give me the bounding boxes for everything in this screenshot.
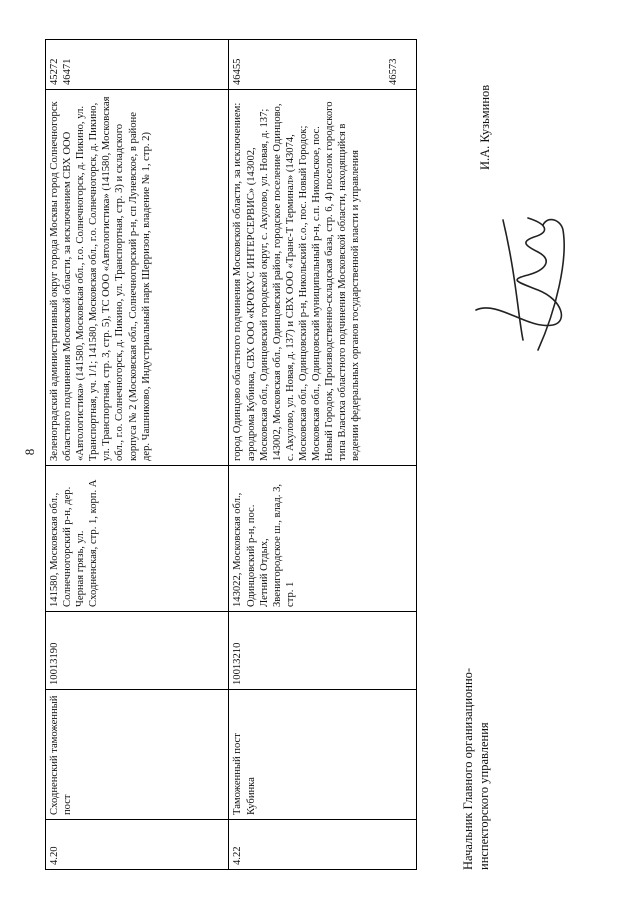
signature-block xyxy=(460,40,600,870)
table-row xyxy=(229,40,417,870)
okato-code: 45272 xyxy=(49,58,60,85)
okato-code: 46573 xyxy=(388,58,400,85)
post-address-cell: 143022, Московская обл., Одинцовский р-н, пос. Летний Отдых, Звенигородское ш., влад. 3, стр. 1 xyxy=(229,466,417,612)
signer-title: Начальник Главного организационно- инспекторского управления xyxy=(461,667,491,870)
signer-name: И.А. Кузьминов xyxy=(478,84,492,170)
post-code-cell: 10013210 xyxy=(229,612,417,690)
row-number-cell: 4.22 xyxy=(229,820,417,870)
page-number: 8 xyxy=(22,448,37,456)
post-address-cell: 141580, Московская обл., Солнечногорский р-н, дер. Черная грязь, ул. Сходненская, стр. 1, корп. А xyxy=(46,466,229,612)
okato-codes-cell xyxy=(229,40,417,90)
okato-codes-cell xyxy=(46,40,229,90)
service-area-cell xyxy=(46,90,229,466)
handwritten-signature xyxy=(468,210,578,370)
row-number-cell: 4.20 xyxy=(46,820,229,870)
post-name-cell: Таможенный пост Кубинка xyxy=(229,690,417,820)
customs-posts-table xyxy=(45,39,417,870)
post-name-cell: Сходненский таможенный пост xyxy=(46,690,229,820)
okato-code: 46455 xyxy=(232,58,244,85)
table-row xyxy=(46,40,229,870)
post-code-cell: 10013190 xyxy=(46,612,229,690)
service-area-text: Зеленоградский административный округ города Москвы город Солнечногорск областного подчинения Московской области, за исключением СВХ ООО «Автологистика» (141580, Московская обл., г.о. Солнечногорск, д. Пикино, ул. Транспортная, уч. 1/1; 141580, Московская обл., г.о. Солнечногорск, д. Пикино, ул. Транспортная, стр. 3, стр. 5), ТС ООО «Автологистика» (141580, Московская обл., г.о. Солнечногорск, д. Пикино, ул. Транспортная, стр. 3) и складского корпуса № 2 (Московская обл., Солнечногорский р-н, сп Луневское, в районе дер. Чашниково, Индустриальный парк Шерризон, владение № 1, стр. 2) xyxy=(49,96,152,461)
service-area-text: город Одинцово областного подчинения Московской области, за исключением: аэродрома Кубинка, СВХ ООО «КРОКУС ИНТЕРСЕРВИС» (143002, Московская обл., Одинцовский городской округ, с. Акулово, ул. Новая, д. 137; 143002, Московская обл., Одинцовский район, городское поселение Одинцово, с. Акулово, ул. Новая, д. 137) и СВХ ООО «Транс-Т Терминал» (143074, Московская обл., Одинцовский р-н, Никольский с.о., пос. Новый Городок; Московская обл., Одинцовский муниципальный р-н, с.п. Никольское, пос. Новый Городок, Производственно-складская база, стр. 6, 4) поселок городского типа Власиха областного подчинения Московской области, находящийся в ведении федеральных органов государственной власти и управления xyxy=(232,101,362,461)
okato-code: 46471 xyxy=(62,58,73,85)
rotated-sheet xyxy=(45,40,625,870)
service-area-cell xyxy=(229,90,417,466)
